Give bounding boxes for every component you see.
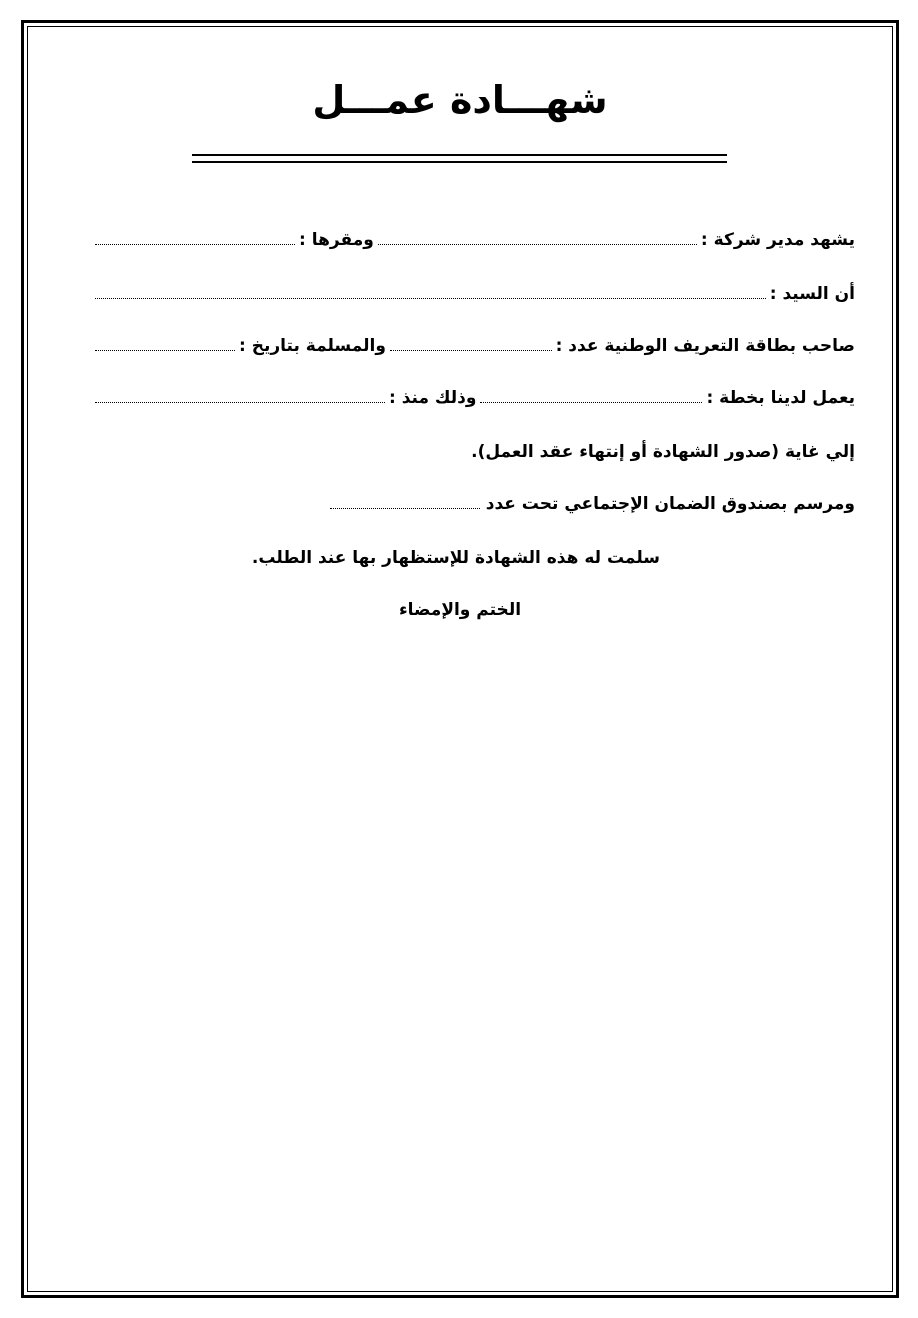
id-card-field[interactable]	[390, 334, 552, 351]
line-position	[95, 384, 855, 412]
position-field[interactable]	[480, 386, 702, 403]
sir-label: أن السيد :	[769, 284, 855, 304]
until-text: إلي غاية (صدور الشهادة أو إنتهاء عقد العمل).	[471, 442, 855, 462]
since-date-field[interactable]	[95, 386, 385, 403]
company-label: يشهد مدير شركة :	[700, 230, 855, 250]
line-sir	[95, 280, 855, 308]
since-label: وذلك منذ :	[389, 388, 477, 408]
social-security-label: ومرسم بصندوق الضمان الإجتماعي تحت عدد	[485, 494, 855, 514]
title-double-rule	[192, 154, 727, 163]
document-title: شهـــادة عمـــل	[312, 78, 608, 122]
sir-name-field[interactable]	[95, 282, 766, 299]
issued-date-field[interactable]	[95, 334, 235, 351]
issued-date-label: والمسلمة بتاريخ :	[239, 336, 386, 356]
company-field[interactable]	[378, 228, 697, 245]
id-card-label: صاحب بطاقة التعريف الوطنية عدد :	[555, 336, 855, 356]
hq-label: ومقرها :	[299, 230, 374, 250]
social-security-field[interactable]	[330, 492, 480, 509]
position-label: يعمل لدينا بخطة :	[706, 388, 855, 408]
line-company	[95, 226, 855, 254]
delivered-text: سلمت له هذه الشهادة للإستظهار بها عند الطلب.	[251, 548, 660, 568]
hq-field[interactable]	[95, 228, 295, 245]
signature-text: الختم والإمضاء	[398, 600, 522, 620]
line-id-card	[95, 332, 855, 360]
document-inner-border	[27, 26, 893, 1292]
line-social-security	[330, 490, 855, 518]
